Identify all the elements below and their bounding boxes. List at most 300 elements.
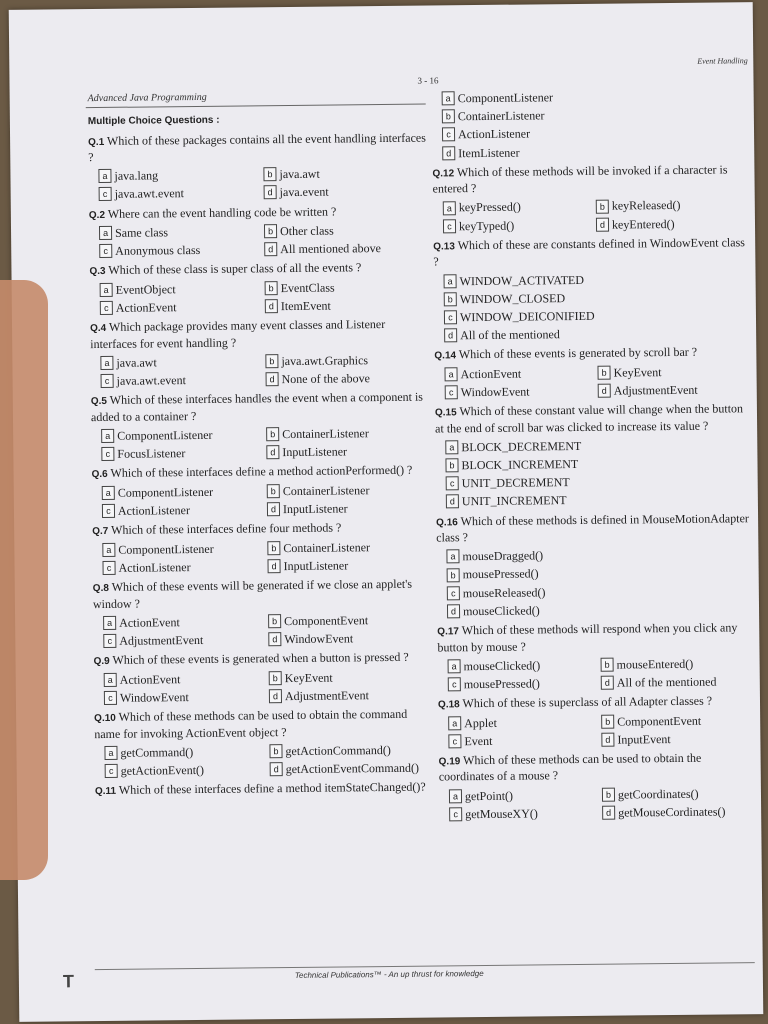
option-text: BLOCK_DECREMENT: [461, 438, 582, 455]
option-letter-box: a: [446, 550, 459, 564]
option-text: keyEntered(): [611, 216, 675, 232]
option-list: [103, 610, 433, 650]
option-letter-box: d: [264, 242, 277, 256]
option-text: WindowEvent: [460, 384, 530, 400]
answer-option: [444, 306, 750, 325]
option-list: [448, 711, 754, 751]
question-number: Q.14: [434, 350, 457, 362]
answer-option: [102, 558, 267, 576]
option-list: [443, 269, 750, 345]
option-text: All mentioned above: [280, 241, 381, 257]
option-letter-box: d: [598, 384, 611, 398]
option-text: java.awt.event: [114, 186, 185, 202]
question: [438, 692, 754, 712]
answer-option: [267, 538, 432, 556]
option-letter-box: b: [267, 484, 280, 498]
header-book-title: Advanced Java Programming: [87, 91, 207, 105]
option-list: [100, 351, 430, 391]
question: [93, 649, 433, 669]
header-page-number: 3 - 16: [417, 75, 439, 86]
option-text: KeyEvent: [284, 670, 333, 685]
option-letter-box: c: [104, 691, 117, 705]
option-text: InputEvent: [617, 731, 671, 747]
option-text: AdjustmentEvent: [284, 688, 369, 704]
option-letter-box: b: [596, 199, 609, 213]
option-text: mouseEntered(): [616, 656, 694, 672]
question: [432, 161, 748, 197]
question: [95, 779, 435, 799]
question-text: Which of these methods will be invoked if a character is entered ?: [432, 162, 728, 196]
answer-option: [102, 501, 267, 519]
question-text: Which of these events is generated by scroll bar ?: [458, 344, 698, 362]
option-text: java.awt: [279, 166, 320, 182]
answer-option: [264, 240, 429, 258]
answer-option: [101, 371, 266, 389]
answer-option: [598, 381, 751, 399]
option-text: mouseClicked(): [463, 658, 541, 673]
option-letter-box: b: [267, 541, 280, 555]
answer-option: [596, 197, 749, 215]
option-letter-box: b: [447, 568, 460, 582]
option-text: ComponentListener: [457, 90, 554, 106]
option-letter-box: c: [102, 561, 115, 575]
answer-option: [265, 278, 430, 296]
answer-option: [270, 760, 435, 778]
option-text: WINDOW_CLOSED: [459, 290, 566, 306]
answer-option: [268, 611, 433, 629]
option-text: mousePressed(): [462, 566, 539, 582]
option-letter-box: d: [270, 762, 283, 776]
option-text: java.lang: [114, 168, 159, 184]
answer-option: [103, 631, 268, 649]
option-text: java.awt: [116, 355, 157, 370]
question-text: Which of these methods will respond when you click any button by mouse ?: [437, 620, 738, 654]
option-text: Same class: [114, 225, 169, 240]
option-text: keyTyped(): [458, 218, 515, 233]
option-text: UNIT_DECREMENT: [461, 475, 570, 491]
answer-option: [267, 500, 432, 518]
option-text: InputListener: [282, 444, 348, 460]
answer-option: [266, 425, 431, 443]
option-text: getCommand(): [120, 744, 194, 760]
option-text: getActionEventCommand(): [285, 760, 420, 777]
question-text: Which of these is superclass of all Adapter classes ?: [462, 693, 713, 711]
option-letter-box: b: [269, 744, 282, 758]
option-text: ActionEvent: [119, 671, 181, 687]
question: [91, 462, 431, 482]
answer-option: [442, 142, 748, 161]
answer-option: [442, 124, 748, 143]
option-letter-box: d: [266, 445, 279, 459]
option-letter-box: c: [446, 477, 459, 491]
option-letter-box: d: [266, 372, 279, 386]
option-letter-box: a: [104, 673, 117, 687]
option-letter-box: b: [265, 281, 278, 295]
option-letter-box: b: [601, 657, 614, 671]
option-text: java.awt.Graphics: [281, 353, 369, 369]
question-number: Q.6: [91, 469, 108, 481]
question: [433, 234, 749, 270]
option-text: mousePressed(): [463, 676, 540, 692]
option-letter-box: a: [448, 716, 461, 730]
answer-option: [101, 426, 266, 444]
option-text: ComponentEvent: [617, 713, 702, 729]
option-letter-box: c: [99, 244, 112, 258]
answer-option: [99, 185, 264, 203]
answer-option: [266, 370, 431, 388]
option-list: [102, 480, 432, 520]
option-text: None of the above: [281, 371, 370, 387]
question-text: Which of these events is generated when a button is pressed ?: [112, 650, 409, 668]
option-letter-box: a: [445, 440, 458, 454]
answer-option: [449, 786, 602, 804]
option-text: ContainerListener: [457, 108, 545, 124]
option-letter-box: b: [444, 292, 457, 306]
option-text: ActionEvent: [460, 366, 522, 381]
answer-option: [443, 216, 596, 234]
option-text: FocusListener: [117, 446, 186, 462]
option-letter-box: b: [602, 787, 615, 801]
answer-option: [266, 443, 431, 461]
option-text: ActionListener: [118, 560, 191, 575]
option-list: [101, 424, 431, 464]
option-letter-box: c: [101, 447, 114, 461]
option-letter-box: c: [445, 385, 458, 399]
question-text: Which of these constant value will change when the button at the end of scroll bar was clicked to increase its value ?: [435, 401, 744, 436]
answer-option: [101, 444, 266, 462]
question-number: Q.8: [92, 583, 109, 595]
option-text: Anonymous class: [115, 243, 201, 259]
option-text: EventClass: [280, 280, 335, 296]
option-text: ContainerListener: [283, 539, 371, 555]
option-text: WINDOW_ACTIVATED: [459, 272, 585, 288]
answer-option: [447, 600, 753, 619]
option-letter-box: c: [103, 634, 116, 648]
option-text: EventObject: [115, 282, 176, 297]
question: [89, 259, 429, 279]
answer-option: [268, 630, 433, 648]
answer-option: [601, 673, 754, 691]
option-list: [104, 740, 434, 780]
option-letter-box: c: [102, 504, 115, 518]
option-letter-box: d: [601, 732, 614, 746]
publisher-logo: T: [62, 971, 75, 992]
option-letter-box: a: [448, 659, 461, 673]
question-text: Which of these are constants defined in WindowEvent class ?: [433, 235, 745, 269]
option-letter-box: b: [445, 458, 458, 472]
answer-option: [98, 166, 263, 184]
option-letter-box: a: [99, 226, 112, 240]
option-list: [98, 164, 428, 204]
option-text: WINDOW_DEICONIFIED: [459, 308, 595, 325]
option-text: getMouseCordinates(): [618, 804, 726, 820]
option-letter-box: a: [100, 283, 113, 297]
question-number: Q.3: [89, 266, 106, 278]
option-letter-box: b: [264, 224, 277, 238]
option-text: getCoordinates(): [617, 786, 699, 802]
option-list: [442, 86, 749, 162]
option-letter-box: a: [98, 169, 111, 183]
answer-option: [449, 805, 602, 823]
option-letter-box: a: [100, 356, 113, 370]
option-text: ComponentListener: [118, 541, 214, 557]
answer-option: [265, 352, 430, 370]
option-list: [448, 654, 754, 694]
option-letter-box: d: [601, 676, 614, 690]
option-text: java.event: [279, 184, 329, 200]
option-letter-box: a: [103, 616, 116, 630]
question-number: Q.15: [434, 407, 457, 419]
answer-option: [601, 730, 754, 748]
answer-option: [443, 198, 596, 216]
option-text: ComponentListener: [117, 484, 214, 500]
option-text: Applet: [464, 715, 497, 730]
question-number: Q.12: [432, 168, 455, 180]
question-number: Q.4: [90, 323, 107, 335]
question-text: Which of these methods can be used to obtain the coordinates of a mouse ?: [438, 750, 702, 784]
question-text: Which of these interfaces define four methods ?: [111, 520, 342, 538]
option-text: getPoint(): [464, 788, 514, 803]
option-letter-box: d: [596, 217, 609, 231]
answer-option: [448, 732, 601, 750]
answer-option: [602, 803, 755, 821]
question: [91, 389, 431, 425]
question-number: Q.1: [88, 136, 105, 148]
option-text: ContainerListener: [282, 426, 369, 442]
question: [90, 316, 430, 352]
option-letter-box: d: [265, 299, 278, 313]
option-text: mouseClicked(): [462, 603, 540, 619]
option-letter-box: b: [263, 167, 276, 181]
option-list: [102, 537, 432, 577]
option-text: ItemListener: [458, 145, 520, 160]
option-letter-box: b: [266, 427, 279, 441]
question-text: Which of these interfaces define a method itemStateChanged()?: [118, 779, 426, 798]
answer-option: [264, 183, 429, 201]
option-letter-box: b: [269, 671, 282, 685]
option-text: AdjustmentEvent: [119, 632, 204, 648]
option-letter-box: d: [444, 328, 457, 342]
option-letter-box: a: [449, 789, 462, 803]
question-number: Q.10: [94, 712, 116, 725]
option-text: Event: [464, 733, 493, 748]
option-text: java.awt.event: [116, 373, 186, 389]
answer-option: [444, 365, 597, 383]
question: [435, 400, 751, 436]
answer-option: [269, 686, 434, 704]
answer-option: [444, 288, 750, 307]
option-text: KeyEvent: [613, 364, 662, 380]
answer-option: [104, 688, 269, 706]
answer-option: [267, 481, 432, 499]
question-text: Which of these interfaces handles the event when a component is added to a container ?: [90, 389, 424, 424]
question-number: Q.9: [93, 656, 110, 668]
option-text: UNIT_INCREMENT: [461, 493, 567, 509]
option-letter-box: a: [444, 367, 457, 381]
option-letter-box: c: [101, 374, 114, 388]
option-letter-box: a: [443, 201, 456, 215]
option-text: mouseReleased(): [462, 584, 546, 600]
option-text: getActionEvent(): [120, 762, 205, 778]
answer-option: [446, 491, 752, 510]
answer-option: [104, 743, 269, 761]
option-letter-box: a: [444, 274, 457, 288]
answer-option: [446, 472, 752, 491]
option-list: [99, 221, 429, 261]
question: [94, 706, 434, 742]
option-letter-box: b: [601, 714, 614, 728]
question-text: Which of these packages contains all the event handling interfaces ?: [88, 130, 426, 165]
question-text: Which of these class is super class of all the events ?: [108, 260, 362, 278]
option-letter-box: b: [268, 614, 281, 628]
option-text: ActionEvent: [119, 615, 180, 630]
answer-option: [104, 670, 269, 688]
question: [92, 519, 432, 539]
question-text: Where can the event handling code be written ?: [107, 204, 337, 221]
option-text: getMouseXY(): [465, 806, 538, 821]
question: [88, 129, 428, 165]
option-text: All of the mentioned: [460, 327, 560, 343]
answer-option: [264, 222, 429, 240]
option-letter-box: c: [449, 807, 462, 821]
answer-option: [602, 785, 755, 803]
option-letter-box: b: [265, 354, 278, 368]
answer-option: [100, 280, 265, 298]
option-text: getActionCommand(): [285, 742, 391, 758]
section-title: Multiple Choice Questions :: [87, 114, 220, 128]
option-letter-box: b: [597, 365, 610, 379]
option-text: WindowEvent: [284, 631, 354, 647]
option-text: InputListener: [282, 501, 348, 517]
option-text: ActionListener: [457, 126, 531, 142]
thumb: [0, 280, 48, 880]
option-text: ActionEvent: [115, 300, 177, 315]
question: [436, 510, 752, 546]
option-letter-box: d: [446, 495, 459, 509]
option-text: keyReleased(): [611, 198, 681, 214]
option-letter-box: c: [442, 128, 455, 142]
option-letter-box: c: [99, 187, 112, 201]
option-text: InputListener: [283, 558, 349, 574]
answer-option: [448, 713, 601, 731]
option-letter-box: a: [442, 91, 455, 105]
answer-option: [445, 383, 598, 401]
option-text: keyPressed(): [458, 200, 521, 215]
option-text: ItemEvent: [280, 298, 331, 314]
option-letter-box: c: [448, 734, 461, 748]
option-letter-box: d: [267, 502, 280, 516]
option-letter-box: d: [442, 146, 455, 160]
answer-option: [445, 454, 751, 473]
option-text: WindowEvent: [119, 690, 189, 705]
option-letter-box: c: [443, 219, 456, 233]
option-letter-box: a: [102, 486, 115, 500]
option-letter-box: a: [101, 429, 114, 443]
answer-option: [448, 675, 601, 693]
answer-option: [446, 545, 752, 564]
option-text: mouseDragged(): [462, 548, 544, 564]
question: [93, 576, 433, 612]
option-letter-box: c: [448, 677, 461, 691]
option-letter-box: a: [104, 746, 117, 760]
answer-option: [269, 741, 434, 759]
option-text: ComponentEvent: [284, 613, 369, 628]
question: [434, 343, 750, 363]
option-text: All of the mentioned: [616, 674, 717, 690]
option-letter-box: a: [102, 543, 115, 557]
question: [437, 619, 753, 655]
answer-option: [447, 564, 753, 583]
option-letter-box: d: [269, 689, 282, 703]
option-letter-box: c: [447, 586, 460, 600]
answer-option: [442, 105, 748, 124]
answer-option: [263, 165, 428, 183]
question-number: Q.2: [88, 209, 106, 221]
option-list: [449, 784, 755, 824]
question-number: Q.18: [437, 699, 460, 711]
question-number: Q.13: [433, 241, 455, 253]
option-text: ContainerListener: [282, 483, 370, 499]
answer-option: [265, 297, 430, 315]
question-text: Which of these interfaces define a method actionPerformed() ?: [110, 463, 413, 481]
question-number: Q.11: [94, 786, 117, 798]
question-text: Which package provides many event classes and Listener interfaces for event handling ?: [90, 317, 386, 351]
option-letter-box: d: [447, 604, 460, 618]
option-letter-box: c: [100, 301, 113, 315]
answer-option: [99, 242, 264, 260]
footer-text: Technical Publications™ - An up thrust for knowledge: [294, 969, 484, 980]
answer-option: [103, 613, 268, 631]
answer-option: [102, 540, 267, 558]
question: [439, 749, 755, 785]
option-list: [445, 435, 752, 511]
answer-option: [601, 655, 754, 673]
question-number: Q.5: [90, 396, 108, 408]
option-text: ActionListener: [117, 503, 191, 518]
option-text: AdjustmentEvent: [613, 382, 698, 398]
textbook-page: [9, 2, 764, 1022]
question-number: Q.17: [437, 626, 460, 638]
answer-option: [105, 761, 270, 779]
option-list: [444, 362, 750, 402]
left-column: [88, 106, 435, 801]
option-letter-box: c: [444, 310, 457, 324]
question-number: Q.19: [438, 756, 461, 768]
answer-option: [267, 557, 432, 575]
option-letter-box: d: [264, 186, 277, 200]
option-list: [104, 667, 434, 707]
answer-option: [597, 363, 750, 381]
answer-option: [448, 656, 601, 674]
question-text: Which of these methods can be used to obtain the command name for invoking ActionEvent object ?: [94, 706, 408, 741]
option-text: Other class: [279, 223, 334, 239]
option-letter-box: c: [105, 764, 118, 778]
option-letter-box: d: [268, 632, 281, 646]
answer-option: [99, 223, 264, 241]
answer-option: [444, 324, 750, 343]
option-text: BLOCK_INCREMENT: [461, 456, 579, 473]
answer-option: [100, 353, 265, 371]
option-letter-box: b: [442, 110, 455, 124]
answer-option: [445, 436, 751, 455]
question: [89, 202, 429, 222]
option-letter-box: d: [267, 559, 280, 573]
question-number: Q.7: [92, 526, 109, 538]
question-number: Q.16: [436, 516, 458, 529]
answer-option: [447, 582, 753, 601]
answer-option: [601, 712, 754, 730]
question-text: Which of these methods is defined in MouseMotionAdapter class ?: [436, 510, 749, 545]
